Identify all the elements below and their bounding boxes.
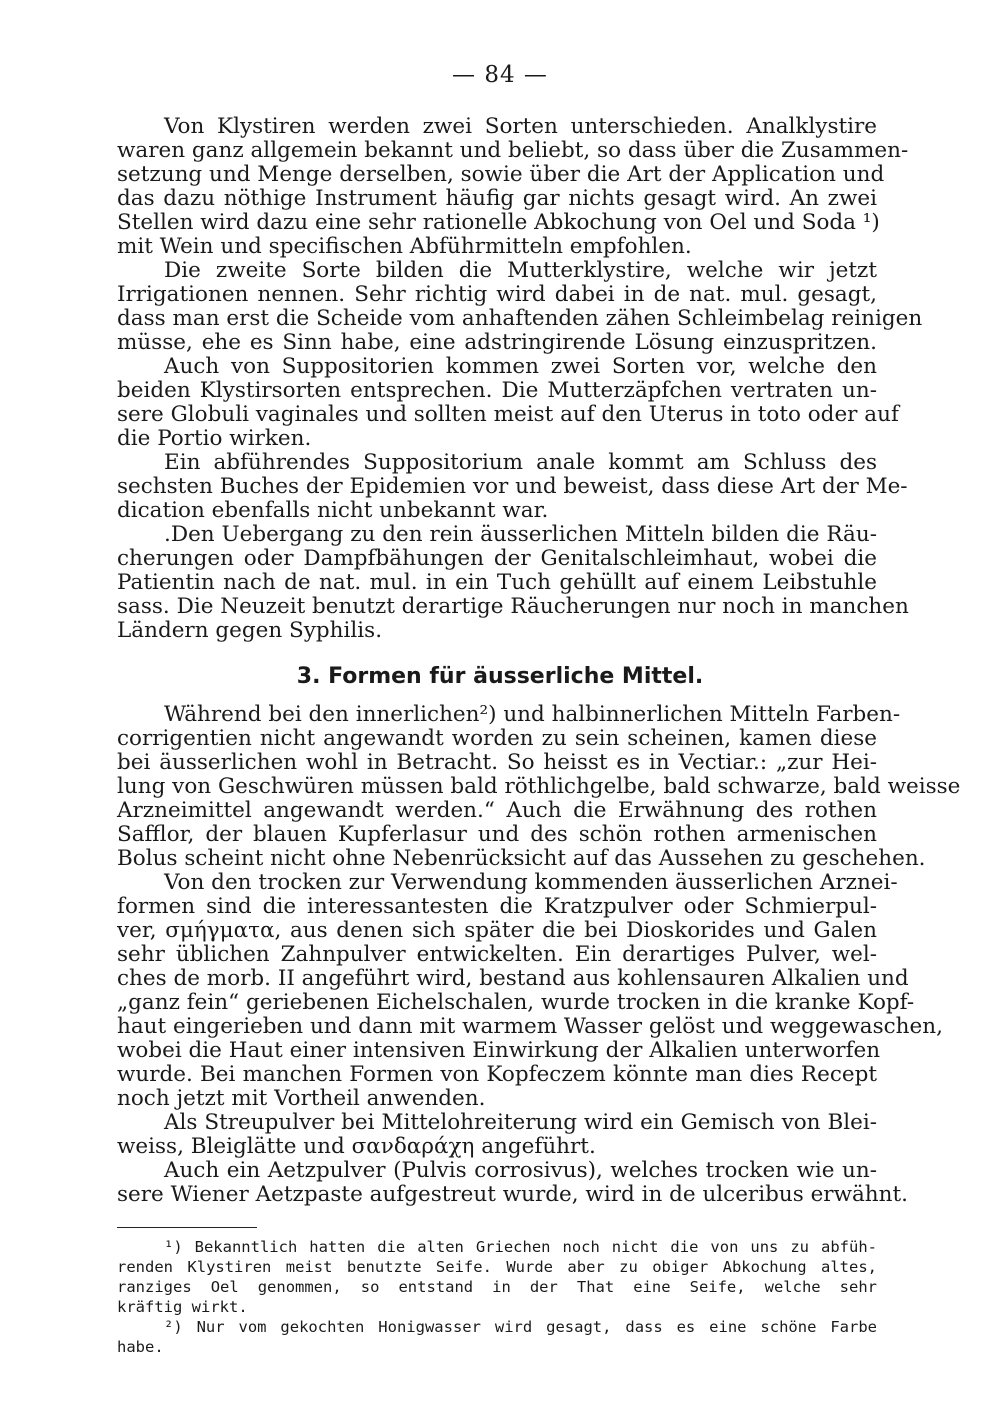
body-line: müsse, ehe es Sinn habe, eine adstringirende Lösung einzuspritzen. (117, 330, 877, 355)
body-line: noch jetzt mit Vortheil anwenden. (117, 1086, 486, 1111)
footnote-line: ²) Nur vom gekochten Honigwasser wird gesagt, dass es eine schöne Farbe (164, 1318, 877, 1336)
body-line: wobei die Haut einer intensiven Einwirkung der Alkalien unterworfen (117, 1038, 881, 1063)
body-line: Bolus scheint nicht ohne Nebenrücksicht auf das Aussehen zu geschehen. (117, 846, 926, 871)
body-line: dication ebenfalls nicht unbekannt war. (117, 498, 549, 523)
body-line: Stellen wird dazu eine sehr rationelle Abkochung von Oel und Soda ¹) (117, 210, 880, 235)
footnote-line: ranziges Oel genommen, so entstand in der That eine Seife, welche sehr (117, 1278, 877, 1296)
footnote-line: habe. (117, 1338, 164, 1356)
footnote-divider (117, 1227, 257, 1228)
body-line: sehr üblichen Zahnpulver entwickelten. Ein derartiges Pulver, wel- (117, 942, 877, 967)
body-line: Ländern gegen Syphilis. (117, 618, 383, 643)
body-line: Irrigationen nennen. Sehr richtig wird dabei in de nat. mul. gesagt, (117, 282, 877, 307)
body-line: Von Klystiren werden zwei Sorten unterschieden. Analklystire (164, 114, 877, 139)
section-heading: 3. Formen für äusserliche Mittel. (296, 664, 704, 689)
body-line: cherungen oder Dampfbähungen der Genitalschleimhaut, wobei die (117, 546, 877, 571)
body-line: formen sind die interessantesten die Kratzpulver oder Schmierpul- (117, 894, 877, 919)
body-line: Von den trocken zur Verwendung kommenden äusserlichen Arznei- (164, 870, 898, 895)
body-line: Als Streupulver bei Mittelohreiterung wird ein Gemisch von Blei- (164, 1110, 877, 1135)
body-line: bei äusserlichen wohl in Betracht. So heisst es in Vectiar.: „zur Hei- (117, 750, 877, 775)
body-line: weiss, Bleiglätte und σανδαράχη angeführt. (117, 1134, 596, 1159)
body-line: sechsten Buches der Epidemien vor und beweist, dass diese Art der Me- (117, 474, 908, 499)
body-line: die Portio wirken. (117, 426, 312, 451)
body-line: lung von Geschwüren müssen bald röthlichgelbe, bald schwarze, bald weisse (117, 774, 961, 799)
body-line: das dazu nöthige Instrument häufig gar nichts gesagt wird. An zwei (117, 186, 877, 211)
page-number: — 84 — (452, 62, 548, 88)
body-line: Ein abführendes Suppositorium anale kommt am Schluss des (164, 450, 877, 475)
body-line: sere Wiener Aetzpaste aufgestreut wurde, wird in de ulceribus erwähnt. (117, 1182, 908, 1207)
body-line: waren ganz allgemein bekannt und beliebt, so dass über die Zusammen- (117, 138, 909, 163)
body-line: corrigentien nicht angewandt worden zu sein scheinen, kamen diese (117, 726, 877, 751)
body-line: sass. Die Neuzeit benutzt derartige Räucherungen nur noch in manchen (117, 594, 909, 619)
body-line: Die zweite Sorte bilden die Mutterklystire, welche wir jetzt (164, 258, 877, 283)
body-line: „ganz fein“ geriebenen Eichelschalen, wurde trocken in die kranke Kopf- (117, 990, 915, 1015)
body-line: mit Wein und specifischen Abführmitteln empfohlen. (117, 234, 692, 259)
body-line: setzung und Menge derselben, sowie über die Art der Application und (117, 162, 885, 187)
body-line: beiden Klystirsorten entsprechen. Die Mutterzäpfchen vertraten un- (117, 378, 877, 403)
body-line: Arzneimittel angewandt werden.“ Auch die Erwähnung des rothen (117, 798, 877, 823)
body-line: haut eingerieben und dann mit warmem Wasser gelöst und weggewaschen, (117, 1014, 943, 1039)
body-line: Safflor, der blauen Kupferlasur und des schön rothen armenischen (117, 822, 877, 847)
body-line: .Den Uebergang zu den rein äusserlichen Mitteln bilden die Räu- (164, 522, 877, 547)
body-line: Patientin nach de nat. mul. in ein Tuch gehüllt auf einem Leibstuhle (117, 570, 877, 595)
body-line: Während bei den innerlichen²) und halbinnerlichen Mitteln Farben- (164, 702, 901, 727)
body-line: wurde. Bei manchen Formen von Kopfeczem könnte man dies Recept (117, 1062, 877, 1087)
body-line: ches de morb. II angeführt wird, bestand aus kohlensauren Alkalien und (117, 966, 909, 991)
footnote-line: ¹) Bekanntlich hatten die alten Griechen noch nicht die von uns zu abfüh- (164, 1238, 877, 1256)
body-line: sere Globuli vaginales und sollten meist auf den Uterus in toto oder auf (117, 402, 899, 427)
body-line: ver, σμήγματα, aus denen sich später die bei Dioskorides und Galen (117, 918, 877, 943)
footnote-line: renden Klystiren meist benutzte Seife. Wurde aber zu obiger Abkochung altes, (117, 1258, 877, 1276)
body-line: Auch ein Aetzpulver (Pulvis corrosivus), welches trocken wie un- (164, 1158, 877, 1183)
body-line: dass man erst die Scheide vom anhaftenden zähen Schleimbelag reinigen (117, 306, 923, 331)
footnote-line: kräftig wirkt. (117, 1298, 248, 1316)
body-line: Auch von Suppositorien kommen zwei Sorten vor, welche den (164, 354, 877, 379)
